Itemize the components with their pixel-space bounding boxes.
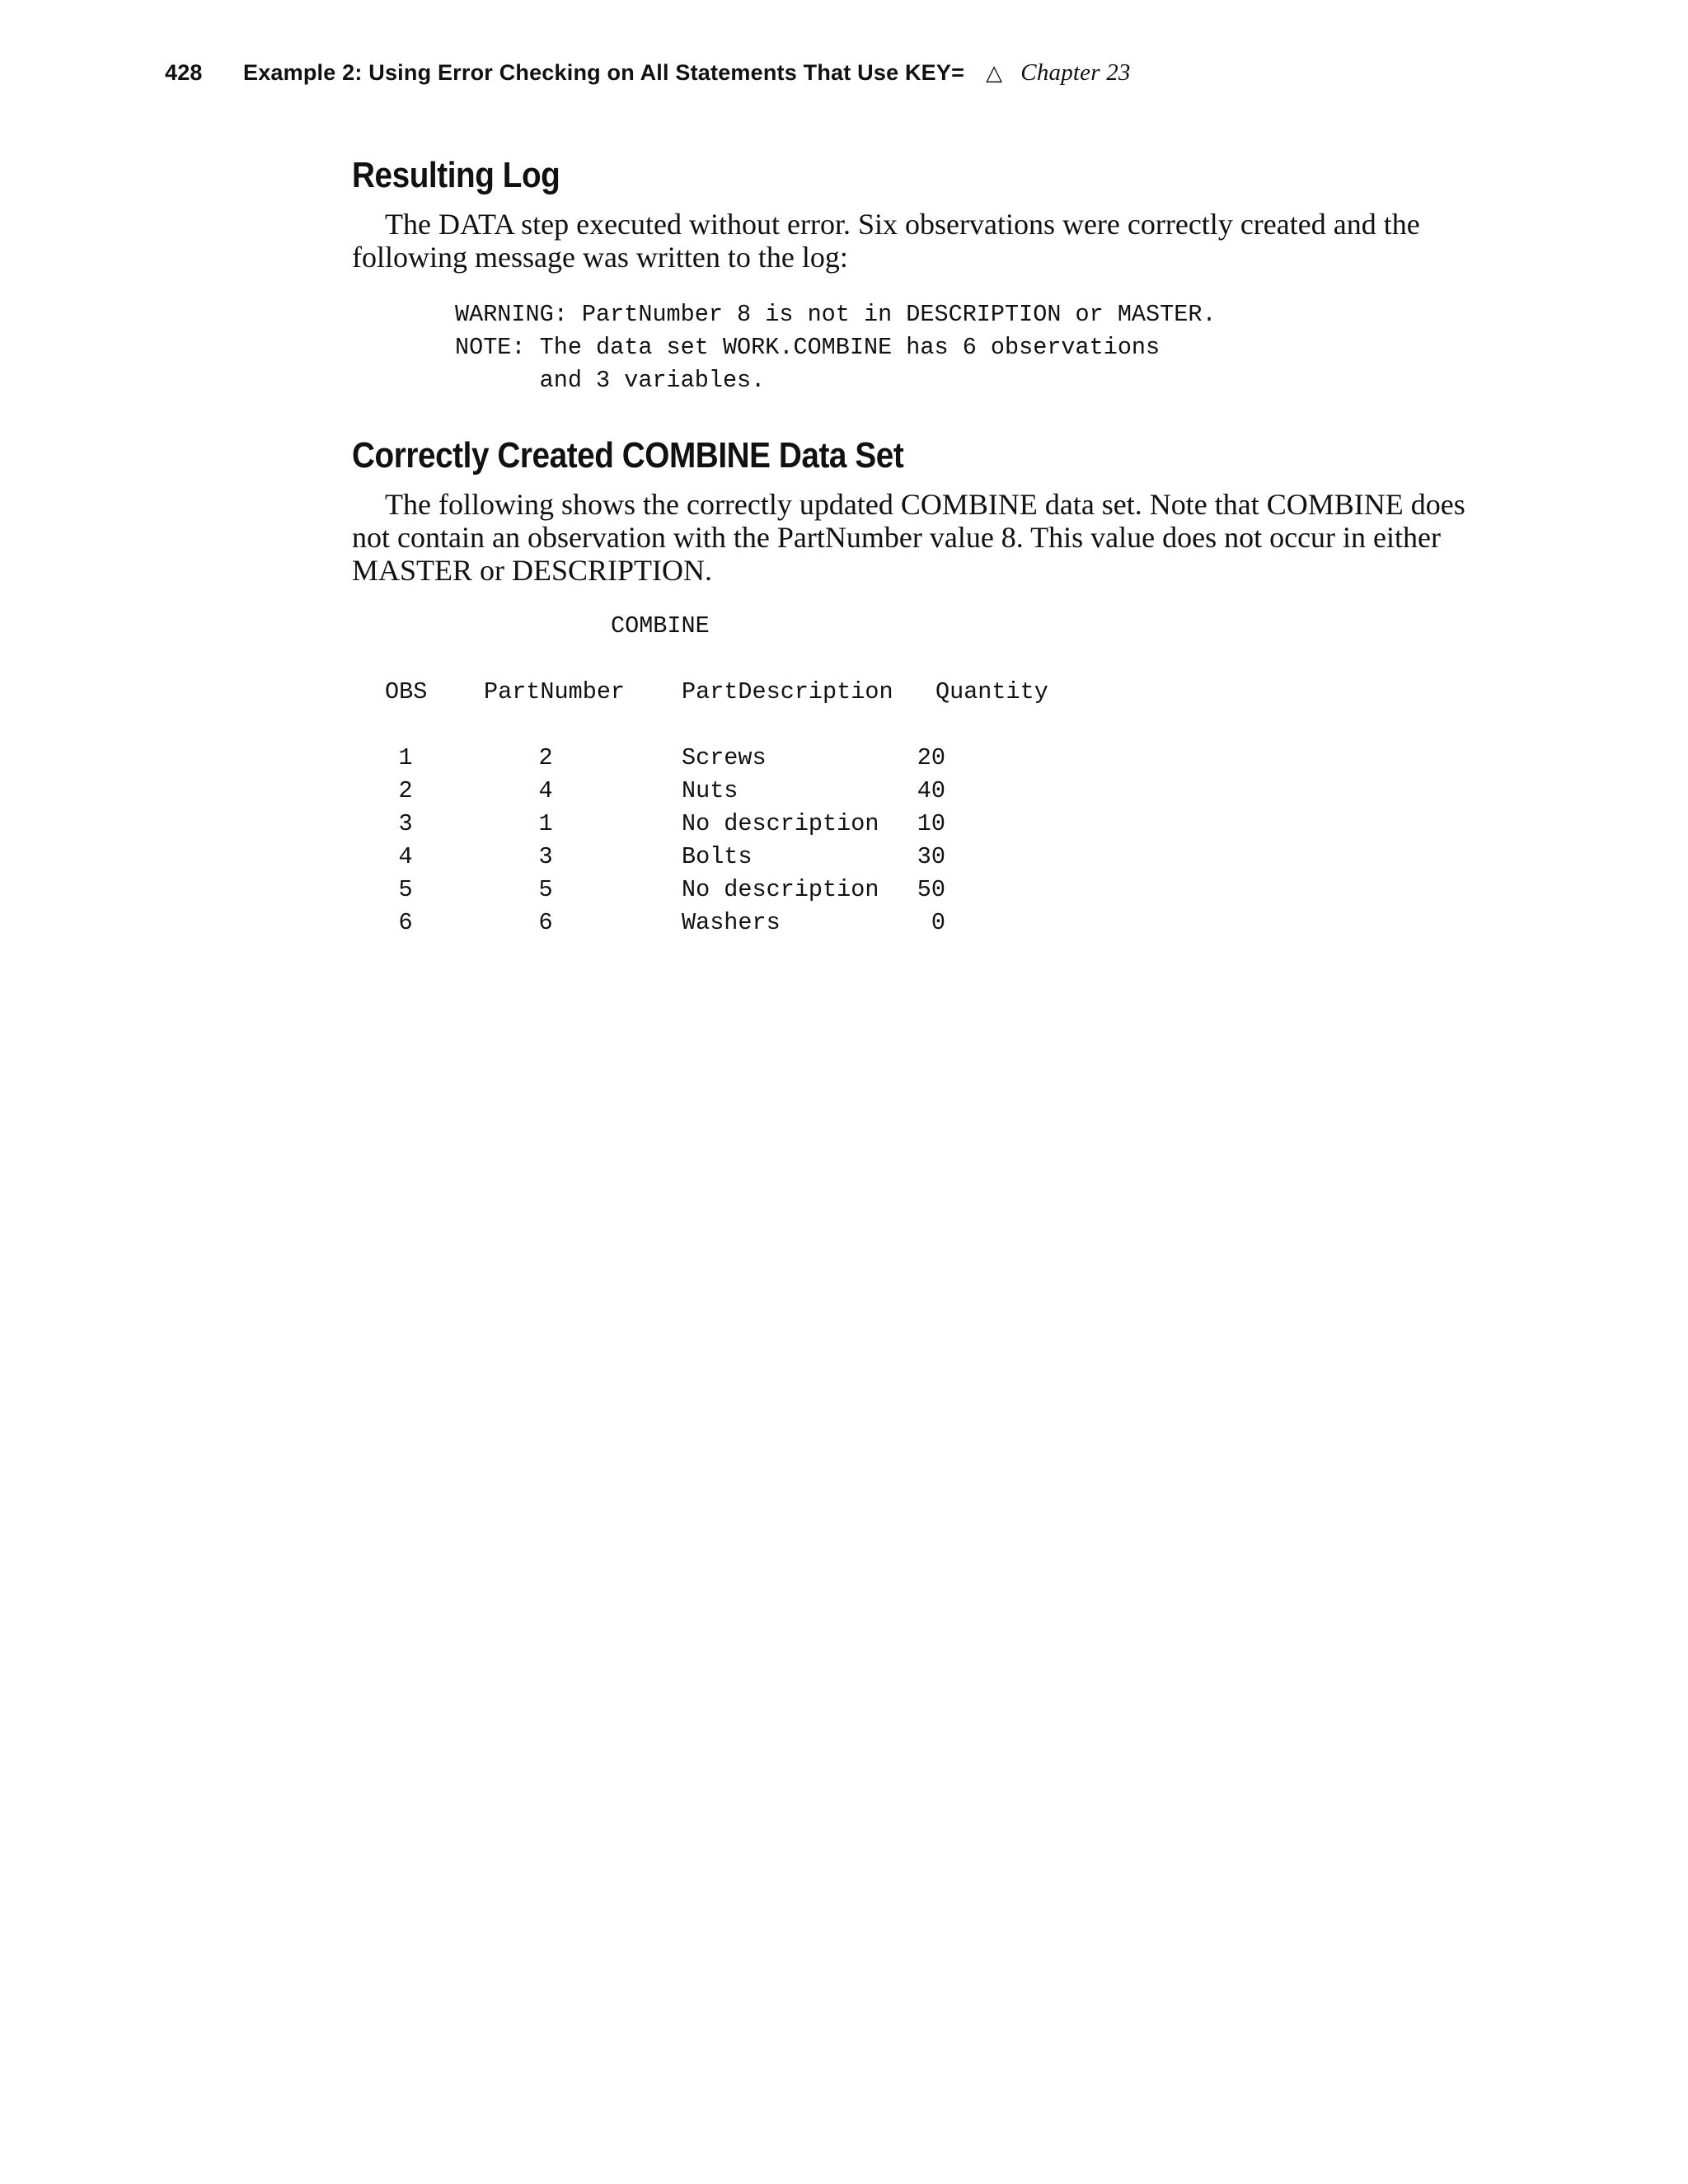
- chapter-label: Chapter 23: [1020, 59, 1131, 86]
- table-cell-partnumber: 6: [538, 909, 553, 936]
- table-cell-description: No description: [682, 876, 879, 903]
- running-header: [165, 59, 1131, 87]
- table-title: COMBINE: [611, 612, 710, 640]
- table-cell-description: Washers: [682, 909, 781, 936]
- section-heading-resulting-log: Resulting Log: [352, 155, 560, 195]
- table-cell-partnumber: 4: [538, 777, 553, 804]
- running-title: Example 2: Using Error Checking on All Statements That Use KEY=: [243, 60, 965, 85]
- table-cell-obs: 1: [398, 744, 413, 771]
- table-cell-description: No description: [682, 810, 879, 837]
- table-cell-partnumber: 3: [538, 843, 553, 870]
- table-cell-quantity: 50: [917, 876, 945, 903]
- column-header-quantity: Quantity: [935, 678, 1048, 705]
- column-header-partnumber: PartNumber: [484, 678, 626, 705]
- table-cell-partnumber: 5: [538, 876, 553, 903]
- table-cell-quantity: 40: [917, 777, 945, 804]
- table-cell-quantity: 30: [917, 843, 945, 870]
- column-header-obs: OBS: [385, 678, 428, 705]
- table-cell-partnumber: 2: [538, 744, 553, 771]
- page-number: 428: [165, 60, 203, 85]
- table-cell-obs: 4: [398, 843, 413, 870]
- section-combine-data-set: [352, 435, 1506, 587]
- log-line: NOTE: The data set WORK.COMBINE has 6 observations: [455, 334, 1160, 361]
- log-output: [455, 298, 1217, 397]
- table-cell-description: Screws: [682, 744, 767, 771]
- log-line: and 3 variables.: [455, 367, 766, 394]
- section-heading-combine: Correctly Created COMBINE Data Set: [352, 435, 904, 476]
- column-header-partdescription: PartDescription: [682, 678, 893, 705]
- table-cell-obs: 6: [398, 909, 413, 936]
- table-cell-obs: 5: [398, 876, 413, 903]
- section-paragraph-resulting-log: The DATA step executed without error. Six observations were correctly created and the following message was written to the log:: [352, 208, 1420, 274]
- table-cell-obs: 3: [398, 810, 413, 837]
- table-cell-description: Bolts: [682, 843, 753, 870]
- section-resulting-log: [352, 155, 1506, 274]
- table-cell-partnumber: 1: [538, 810, 553, 837]
- table-cell-quantity: 20: [917, 744, 945, 771]
- table-cell-obs: 2: [398, 777, 413, 804]
- section-paragraph-combine: The following shows the correctly updated COMBINE data set. Note that COMBINE does not contain an observation with the PartNumber value 8. This value does not occur in either MASTER or DESCRIPTION.: [352, 488, 1465, 587]
- log-line: WARNING: PartNumber 8 is not in DESCRIPTION or MASTER.: [455, 301, 1217, 328]
- table-cell-quantity: 0: [931, 909, 945, 936]
- table-cell-quantity: 10: [917, 810, 945, 837]
- triangle-separator-icon: △: [986, 61, 1003, 86]
- table-cell-description: Nuts: [682, 777, 738, 804]
